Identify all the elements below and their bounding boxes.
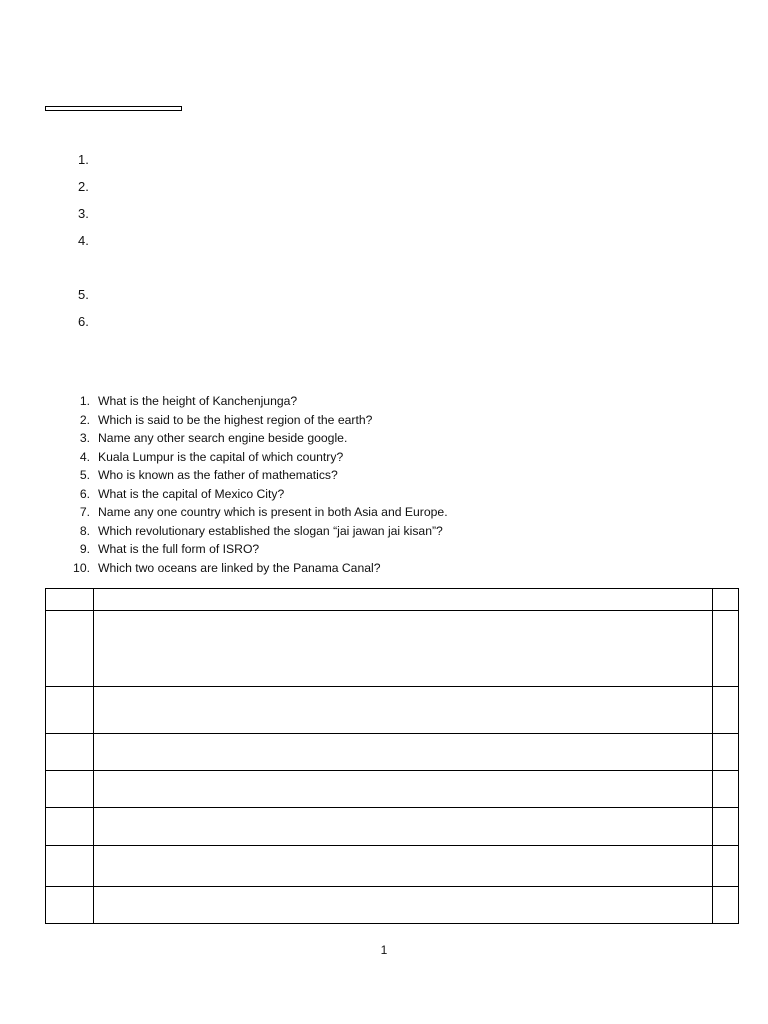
answer-table [45, 588, 739, 924]
question-item [60, 429, 448, 448]
table-cell [46, 846, 94, 887]
question-text: Which is said to be the highest region of the earth? [98, 412, 373, 427]
table-cell [46, 611, 94, 687]
table-cell [713, 734, 739, 771]
table-cell [94, 687, 713, 734]
question-text: Name any one country which is present in both Asia and Europe. [98, 505, 448, 519]
question-item [60, 466, 448, 485]
table-row [46, 887, 739, 924]
page-number: 1 [380, 943, 388, 957]
table-row [46, 687, 739, 734]
question-text: Who is known as the father of mathematics? [98, 468, 338, 482]
table-row [46, 771, 739, 808]
question-item [60, 503, 448, 522]
table-cell [713, 771, 739, 808]
table-cell [94, 611, 713, 687]
question-text: Which revolutionary established the slogan “jai jawan jai kisan”? [98, 523, 443, 538]
table-cell [713, 808, 739, 846]
blank-item-number: 4. [78, 233, 89, 248]
table-cell [94, 887, 713, 924]
blank-item-number: 2. [78, 179, 89, 194]
blank-item-number: 6. [78, 314, 89, 329]
question-text: What is the height of Kanchenjunga? [98, 394, 298, 408]
blank-numbered-list [0, 0, 768, 340]
question-item [60, 522, 448, 541]
question-item [60, 540, 448, 559]
table-cell [46, 734, 94, 771]
table-row [46, 589, 739, 611]
table-cell [46, 589, 94, 611]
table-row [46, 846, 739, 887]
question-item [60, 448, 448, 467]
question-list [60, 392, 448, 577]
table-cell [713, 846, 739, 887]
table-row [46, 611, 739, 687]
table-cell [94, 808, 713, 846]
question-number: 1. [79, 394, 90, 408]
question-number: 2. [79, 412, 90, 427]
question-number: 5. [79, 468, 90, 482]
table-cell [94, 771, 713, 808]
question-number: 8. [79, 523, 90, 538]
question-item [60, 411, 448, 430]
table-row [46, 808, 739, 846]
table-cell [94, 589, 713, 611]
question-text: Which two oceans are linked by the Panama Canal? [98, 560, 381, 575]
table-cell [94, 846, 713, 887]
question-number: 4. [79, 449, 90, 464]
table-cell [46, 887, 94, 924]
question-number: 10. [73, 560, 90, 575]
blank-item-number: 3. [78, 206, 89, 221]
table-row [46, 734, 739, 771]
table-cell [94, 734, 713, 771]
table-cell [713, 887, 739, 924]
question-item [60, 485, 448, 504]
question-number: 7. [79, 505, 90, 519]
question-number: 3. [79, 431, 90, 445]
question-text: What is the capital of Mexico City? [98, 486, 285, 501]
question-number: 6. [79, 486, 90, 501]
question-item [60, 559, 448, 578]
table-cell [713, 589, 739, 611]
table-cell [46, 687, 94, 734]
question-text: What is the full form of ISRO? [98, 542, 260, 556]
blank-item-number: 5. [78, 287, 89, 302]
blank-item-number: 1. [78, 152, 89, 167]
table-cell [713, 611, 739, 687]
question-text: Kuala Lumpur is the capital of which country? [98, 449, 344, 464]
table-cell [46, 771, 94, 808]
table-cell [46, 808, 94, 846]
question-text: Name any other search engine beside google. [98, 431, 348, 445]
question-number: 9. [79, 542, 90, 556]
table-cell [713, 687, 739, 734]
question-item [60, 392, 448, 411]
